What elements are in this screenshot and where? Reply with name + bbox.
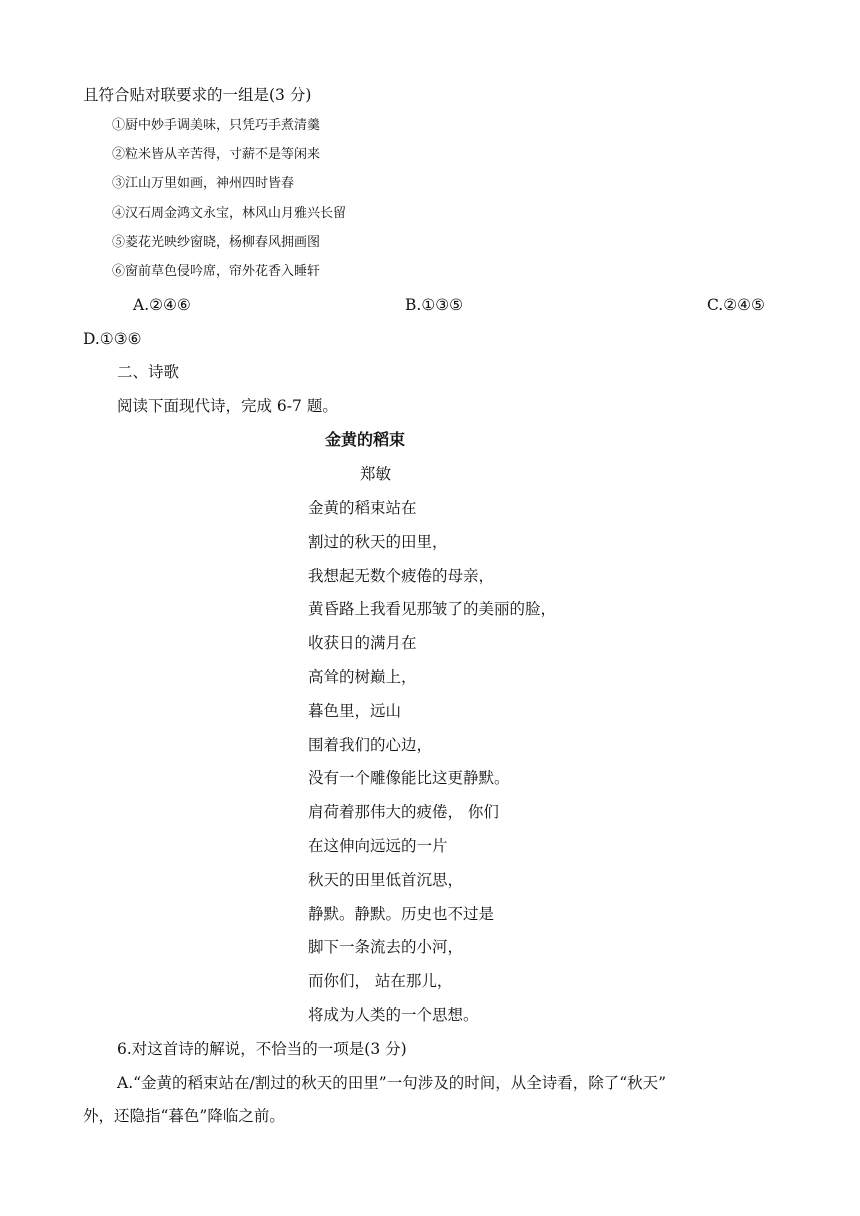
poem-author: 郑敏 [360, 465, 392, 483]
section-instruction: 阅读下面现代诗，完成 6-7 题。 [117, 397, 338, 415]
poem-line: 金黄的稻束站在 [308, 499, 417, 517]
option-d: D.①③⑥ [83, 330, 142, 348]
poem-line: 没有一个雕像能比这更静默。 [308, 769, 510, 787]
couplet-item: ⑤菱花光映纱窗晓，杨柳春风拥画图 [112, 235, 321, 250]
question-stem: 且符合贴对联要求的一组是(3 分) [83, 86, 312, 104]
poem-line: 静默。静默。历史也不过是 [308, 905, 495, 923]
poem-line: 而你们， 站在那儿， [308, 972, 453, 990]
option-c: C.②④⑤ [707, 296, 765, 314]
poem-line: 在这伸向远远的一片 [308, 837, 448, 855]
poem-line: 黄昏路上我看见那皱了的美丽的脸， [308, 600, 557, 618]
poem-line: 高耸的树巅上， [308, 668, 417, 686]
poem-line: 收获日的满月在 [308, 634, 417, 652]
poem-line: 割过的秋天的田里， [308, 533, 448, 551]
section-heading: 二、诗歌 [117, 363, 180, 381]
option-b: B.①③⑤ [405, 296, 464, 314]
couplet-item: ④汉石周金鸿文永宝，林风山月雅兴长留 [112, 206, 347, 221]
question-stem: 6.对这首诗的解说，不恰当的一项是(3 分) [117, 1040, 407, 1058]
poem-line: 围着我们的心边， [308, 736, 433, 754]
poem-line: 肩荷着那伟大的疲倦， 你们 [308, 803, 499, 821]
poem-line: 秋天的田里低首沉思， [308, 871, 464, 889]
couplet-item: ③江山万里如画，神州四时皆春 [112, 176, 295, 191]
couplet-item: ①厨中妙手调美味，只凭巧手煮清羹 [112, 118, 321, 133]
poem-line: 脚下一条流去的小河， [308, 938, 464, 956]
poem-line: 将成为人类的一个思想。 [308, 1006, 479, 1024]
couplet-item: ⑥窗前草色侵吟席，帘外花香入睡轩 [112, 264, 321, 279]
poem-title: 金黄的稻束 [325, 430, 406, 449]
poem-line: 我想起无数个疲倦的母亲， [308, 567, 495, 585]
option-a-text-continued: 外，还隐指“暮色”降临之前。 [83, 1107, 285, 1125]
couplet-item: ②粒米皆从辛苦得，寸薪不是等闲来 [112, 147, 321, 162]
poem-line: 暮色里，远山 [308, 702, 402, 720]
option-a: A.②④⑥ [133, 296, 191, 314]
option-a-text: A.“金黄的稻束站在/割过的秋天的田里”一句涉及的时间，从全诗看，除了“秋天” [117, 1074, 667, 1092]
